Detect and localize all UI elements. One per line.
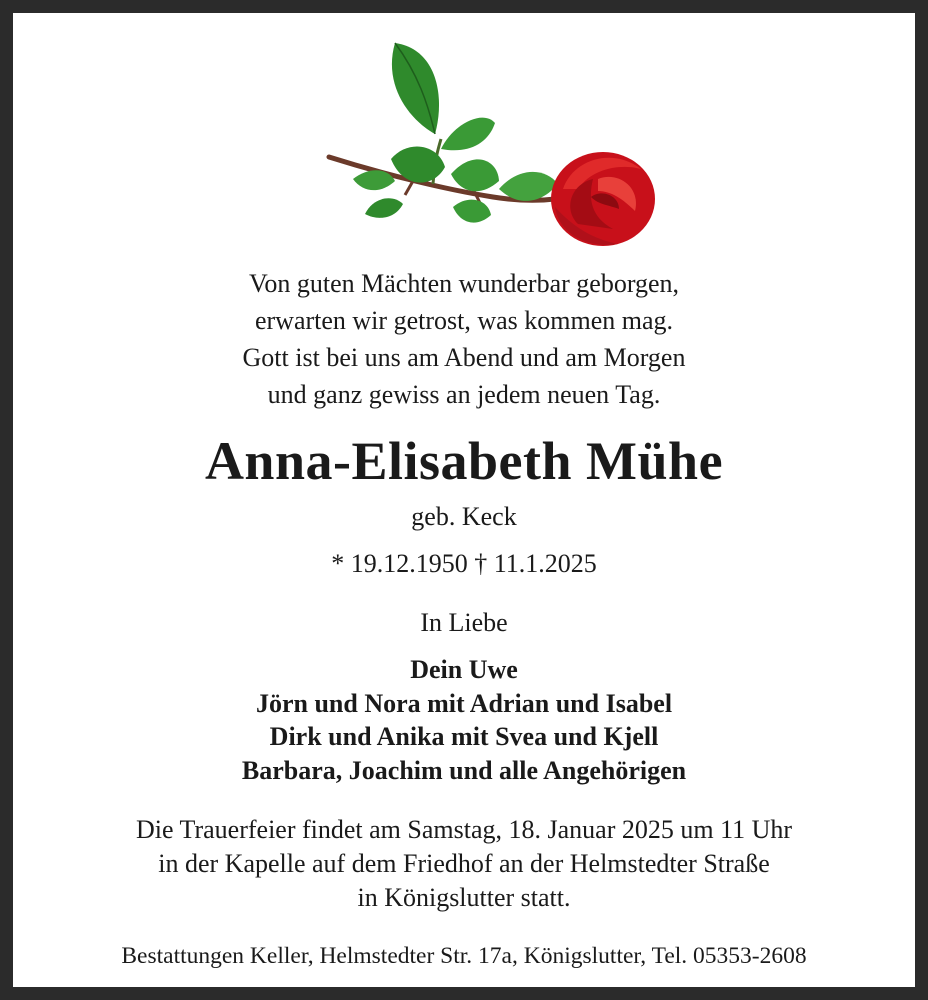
mourner-line: Dein Uwe [410, 655, 518, 684]
mourners-list [26, 653, 902, 787]
poem [26, 265, 902, 413]
mourner-line: Barbara, Joachim und alle Angehörigen [241, 755, 687, 785]
poem-line: und ganz gewiss an jedem neuen Tag. [267, 380, 661, 409]
life-dates: * 19.12.1950 † 11.1.2025 [331, 549, 597, 578]
mourner-line: Jörn und Nora mit Adrian und Isabel [255, 688, 673, 718]
poem-line: erwarten wir getrost, was kommen mag. [254, 306, 674, 335]
poem-line: Von guten Mächten wunderbar geborgen, [248, 269, 680, 298]
deceased-name: Anna-Elisabeth Mühe [204, 431, 724, 491]
poem-line: Gott ist bei uns am Abend und am Morgen [242, 343, 686, 372]
service-line: in der Kapelle auf dem Friedhof an der Helmstedter Straße [158, 849, 770, 878]
service-line: in Königslutter statt. [357, 883, 571, 912]
undertaker-info: Bestattungen Keller, Helmstedter Str. 17a, Königslutter, Tel. 05353-2608 [121, 943, 807, 969]
red-rose-icon [323, 39, 658, 254]
maiden-name: geb. Keck [411, 502, 517, 531]
service-line: Die Trauerfeier findet am Samstag, 18. Januar 2025 um 11 Uhr [135, 815, 793, 844]
mourners-intro: In Liebe [420, 608, 508, 637]
mourner-line: Dirk und Anika mit Svea und Kjell [269, 722, 659, 751]
service-info [26, 813, 902, 915]
